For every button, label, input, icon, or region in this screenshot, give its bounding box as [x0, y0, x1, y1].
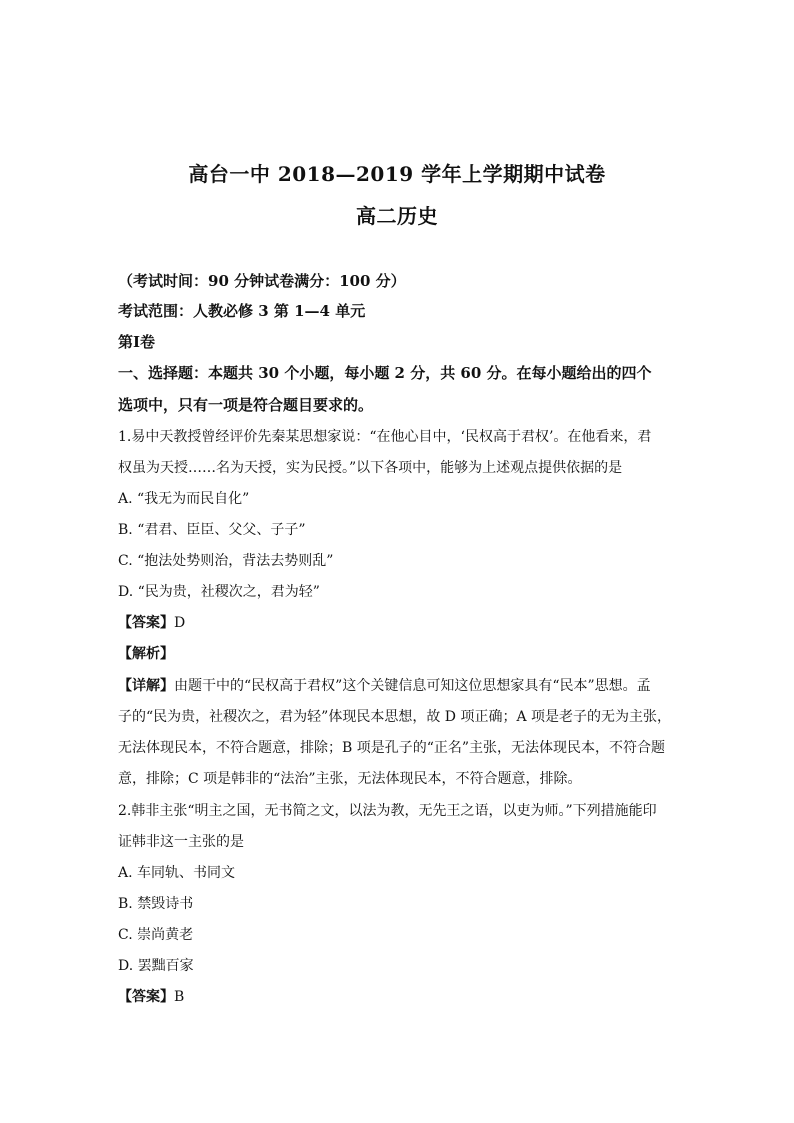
answer-tag: 【答案】	[118, 989, 174, 1005]
q1-stem-line2: 权虽为天授……名为天授，实为民授。”以下各项中，能够为上述观点提供依据的是	[118, 460, 623, 476]
section-instruction-line2: 选项中，只有一项是符合题目要求的。	[118, 396, 374, 414]
q2-option-a: A. 车同轨、书同文	[118, 865, 236, 881]
exam-time-note: （考试时间：90 分钟试卷满分：100 分）	[118, 272, 406, 290]
q1-detail-line3: 无法体现民本，不符合题意，排除；B 项是孔子的“正名”主张，无法体现民本，不符合题	[118, 740, 666, 756]
q1-answer	[118, 612, 678, 632]
detail-tag: 【详解】	[118, 678, 174, 694]
q1-option-b: B. “君君、臣臣、父父、子子”	[118, 522, 306, 538]
q1-detail-line4: 意，排除；C 项是韩非的“法治”主张，无法体现民本，不符合题意，排除。	[118, 771, 582, 787]
q2-answer	[118, 986, 678, 1006]
q1-option-a: A. “我无为而民自化”	[118, 491, 250, 507]
exam-subtitle: 高二历史	[356, 204, 438, 228]
volume-heading: 第Ⅰ卷	[118, 333, 156, 351]
answer-value: B	[174, 989, 185, 1005]
q1-analysis-tag: 【解析】	[118, 646, 174, 662]
q1-stem-line1: 1.易中天教授曾经评价先秦某思想家说：“在他心目中，‘民权高于君权’。在他看来，君	[118, 429, 652, 445]
q1-detail-line2: 子的“民为贵，社稷次之，君为轻”体现民本思想，故 D 项正确；A 项是老子的无为主张，	[118, 709, 671, 725]
q1-option-d: D. “民为贵，社稷次之，君为轻”	[118, 584, 320, 600]
q2-option-d: D. 罢黜百家	[118, 958, 194, 974]
q1-option-c: C. “抱法处势则治，背法去势则乱”	[118, 553, 334, 569]
section-instruction-line1: 一、选择题：本题共 30 个小题，每小题 2 分，共 60 分。在每小题给出的四个	[118, 364, 652, 382]
exam-scope: 考试范围：人教必修 3 第 1—4 单元	[118, 302, 366, 320]
q1-detail-line1	[118, 675, 678, 695]
exam-title: 高台一中 2018—2019 学年上学期期中试卷	[188, 162, 606, 186]
q2-stem-line1: 2.韩非主张“明主之国，无书简之文，以法为教，无先王之语，以吏为师。”下列措施能印	[118, 803, 657, 819]
answer-tag: 【答案】	[118, 615, 174, 631]
detail-text: 由题干中的“民权高于君权”这个关键信息可知这位思想家具有“民本”思想。孟	[174, 678, 651, 694]
q2-stem-line2: 证韩非这一主张的是	[118, 834, 244, 850]
q2-option-b: B. 禁毁诗书	[118, 896, 194, 912]
q2-option-c: C. 崇尚黄老	[118, 927, 194, 943]
answer-value: D	[174, 615, 186, 631]
